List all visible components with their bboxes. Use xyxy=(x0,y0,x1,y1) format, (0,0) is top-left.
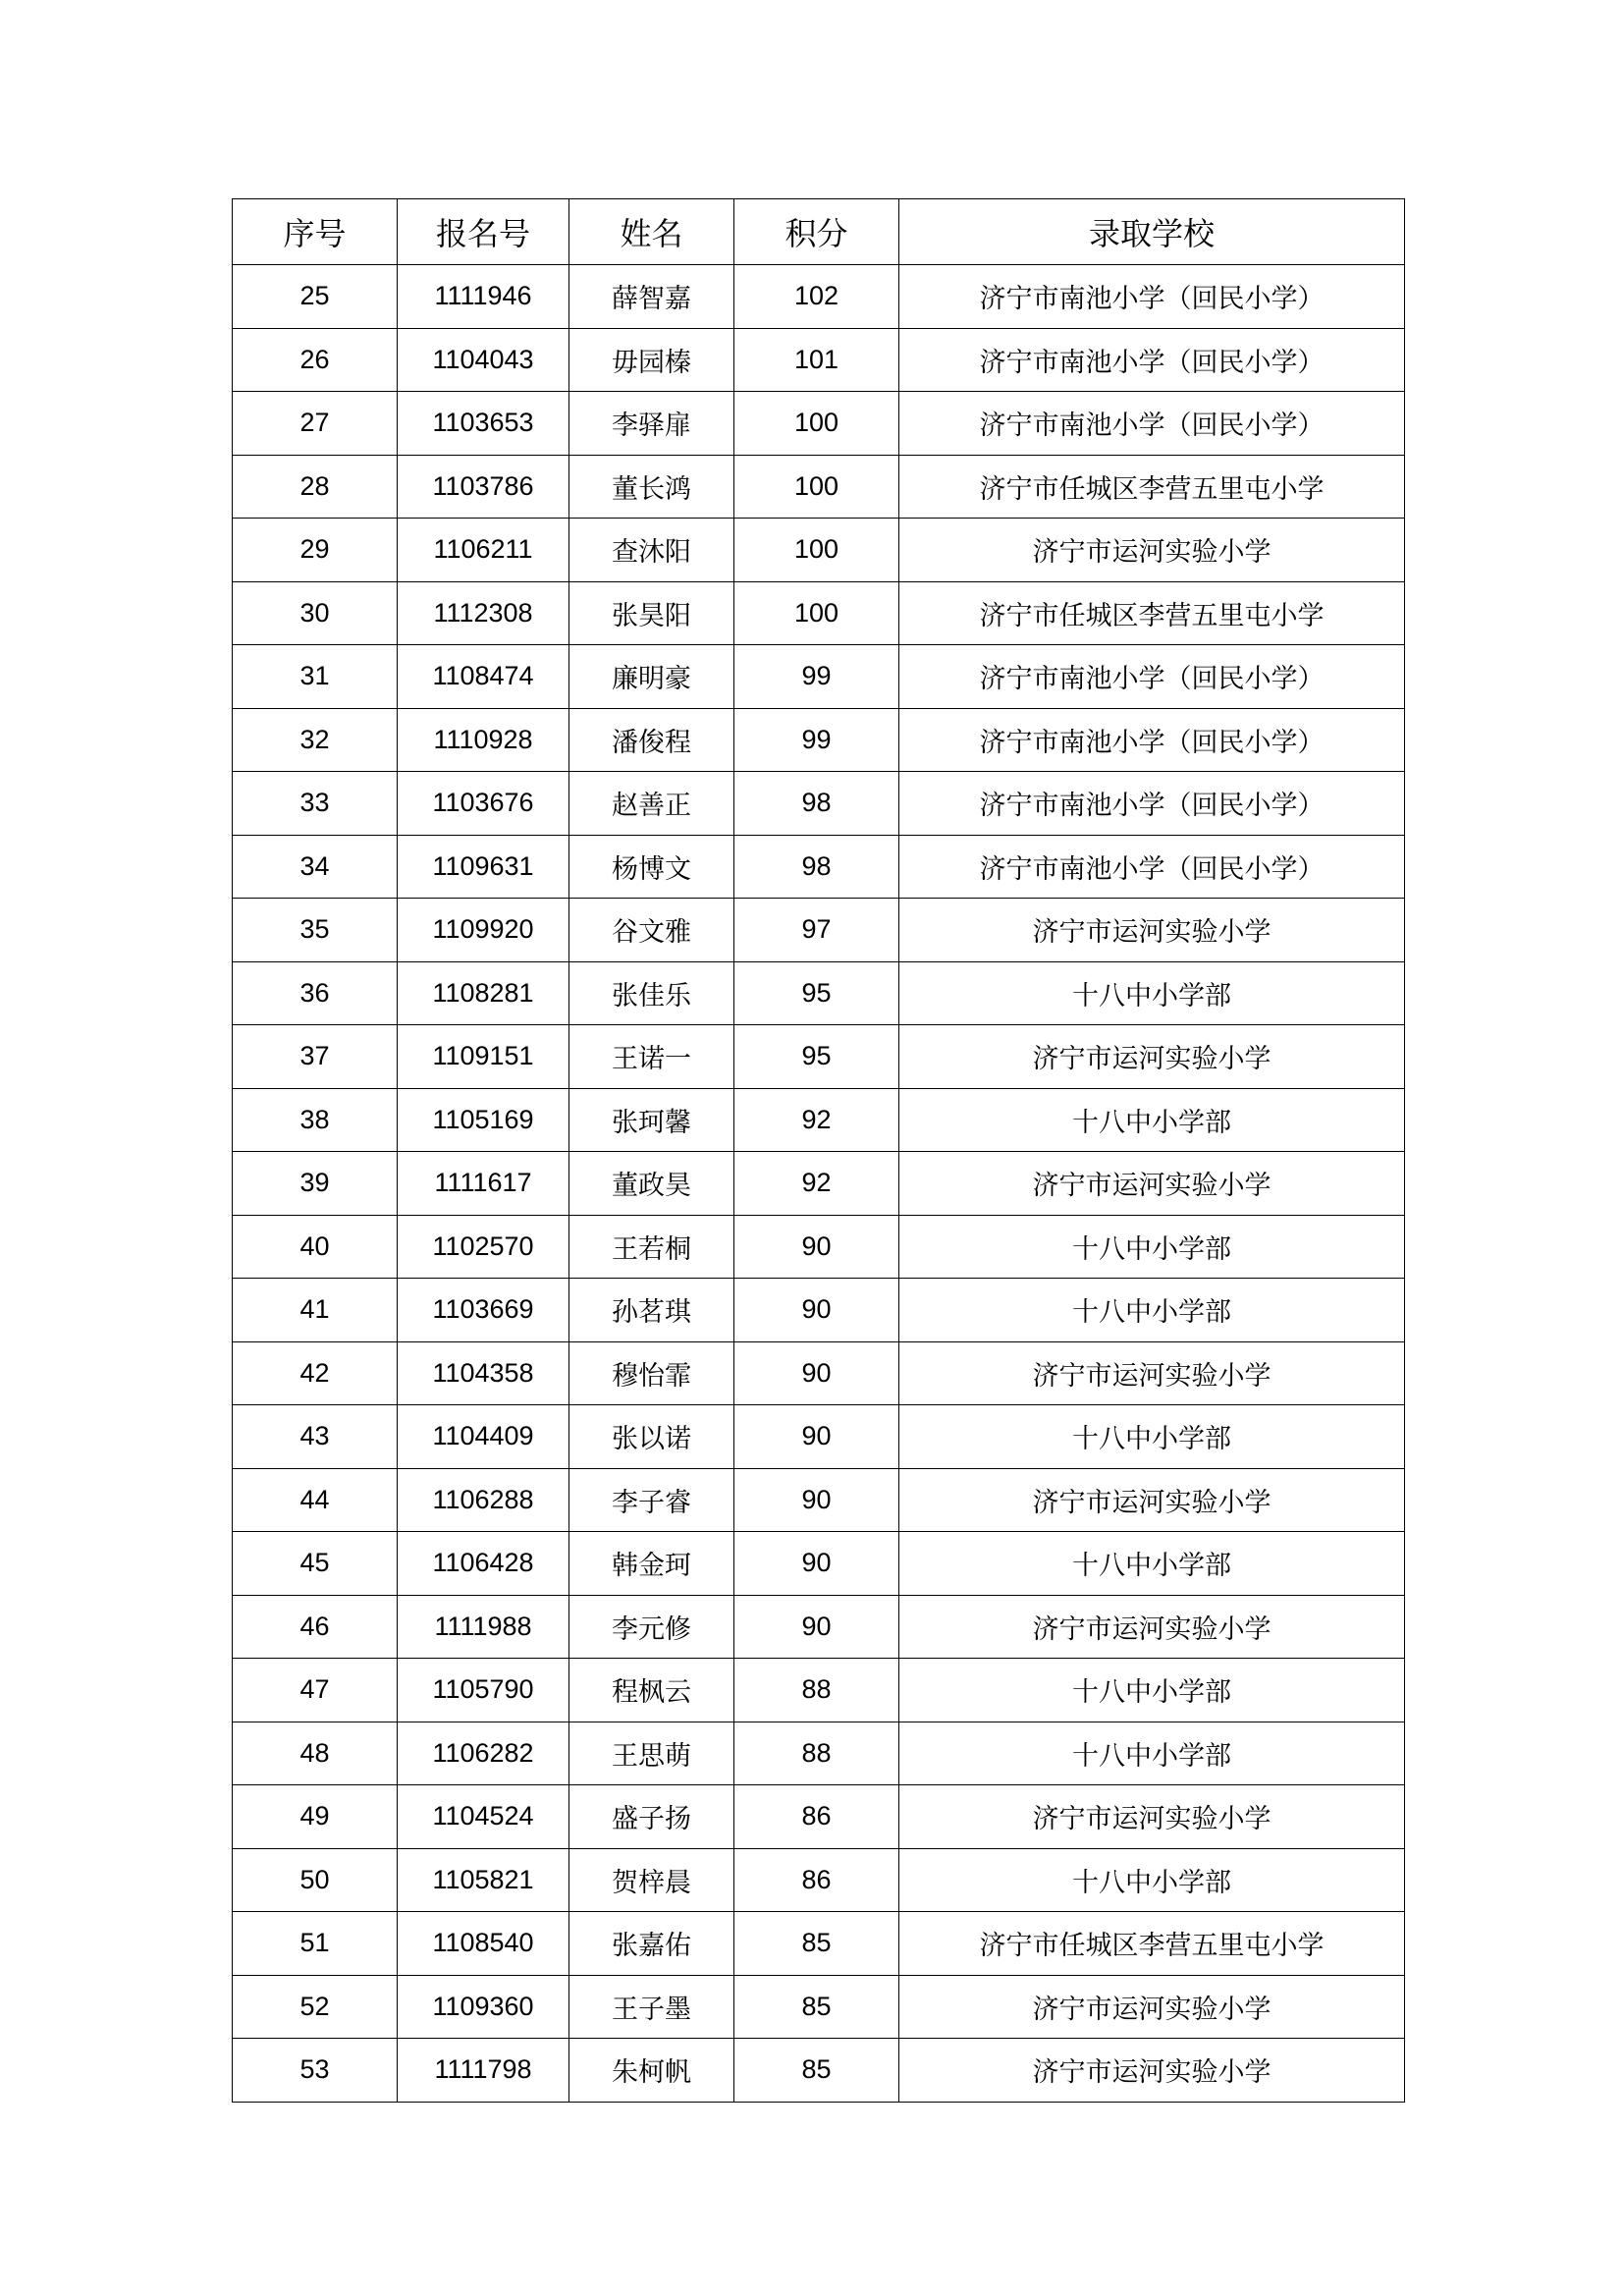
cell-registration-number: 1104043 xyxy=(398,328,569,392)
cell-score: 90 xyxy=(734,1468,899,1532)
cell-registration-number: 1104358 xyxy=(398,1341,569,1405)
cell-seq: 43 xyxy=(233,1405,398,1469)
cell-registration-number: 1105821 xyxy=(398,1848,569,1912)
cell-admitted-school: 十八中小学部 xyxy=(899,1848,1405,1912)
cell-seq: 30 xyxy=(233,581,398,645)
cell-registration-number: 1109360 xyxy=(398,1975,569,2039)
cell-registration-number: 1103786 xyxy=(398,455,569,519)
cell-registration-number: 1108281 xyxy=(398,961,569,1025)
cell-admitted-school: 济宁市南池小学（回民小学） xyxy=(899,392,1405,456)
cell-seq: 40 xyxy=(233,1215,398,1279)
cell-registration-number: 1109631 xyxy=(398,835,569,899)
cell-admitted-school: 十八中小学部 xyxy=(899,961,1405,1025)
cell-admitted-school: 十八中小学部 xyxy=(899,1088,1405,1152)
cell-registration-number: 1111617 xyxy=(398,1152,569,1216)
cell-admitted-school: 济宁市运河实验小学 xyxy=(899,1785,1405,1849)
cell-name: 王若桐 xyxy=(569,1215,734,1279)
cell-seq: 47 xyxy=(233,1659,398,1722)
cell-name: 韩金珂 xyxy=(569,1532,734,1596)
cell-name: 张珂馨 xyxy=(569,1088,734,1152)
cell-seq: 46 xyxy=(233,1595,398,1659)
cell-name: 杨博文 xyxy=(569,835,734,899)
cell-name: 毋园榛 xyxy=(569,328,734,392)
cell-seq: 51 xyxy=(233,1912,398,1976)
cell-seq: 49 xyxy=(233,1785,398,1849)
cell-seq: 32 xyxy=(233,708,398,772)
cell-registration-number: 1108474 xyxy=(398,645,569,709)
cell-name: 王诺一 xyxy=(569,1025,734,1089)
cell-name: 程枫云 xyxy=(569,1659,734,1722)
cell-admitted-school: 济宁市运河实验小学 xyxy=(899,1341,1405,1405)
header-name: 姓名 xyxy=(569,199,734,265)
table-row xyxy=(233,1405,1405,1469)
cell-seq: 50 xyxy=(233,1848,398,1912)
cell-seq: 36 xyxy=(233,961,398,1025)
cell-score: 97 xyxy=(734,899,899,962)
table-row xyxy=(233,1975,1405,2039)
cell-name: 李驿扉 xyxy=(569,392,734,456)
cell-registration-number: 1103676 xyxy=(398,772,569,836)
cell-admitted-school: 十八中小学部 xyxy=(899,1405,1405,1469)
header-row xyxy=(233,199,1405,265)
cell-admitted-school: 十八中小学部 xyxy=(899,1279,1405,1342)
table-row xyxy=(233,645,1405,709)
cell-score: 92 xyxy=(734,1088,899,1152)
table-row xyxy=(233,772,1405,836)
cell-score: 90 xyxy=(734,1595,899,1659)
table-body xyxy=(233,265,1405,2103)
cell-score: 99 xyxy=(734,708,899,772)
cell-name: 李子睿 xyxy=(569,1468,734,1532)
cell-name: 贺梓晨 xyxy=(569,1848,734,1912)
cell-score: 100 xyxy=(734,455,899,519)
cell-seq: 48 xyxy=(233,1722,398,1785)
cell-registration-number: 1109151 xyxy=(398,1025,569,1089)
cell-seq: 37 xyxy=(233,1025,398,1089)
table-row xyxy=(233,1912,1405,1976)
cell-score: 98 xyxy=(734,835,899,899)
cell-admitted-school: 济宁市南池小学（回民小学） xyxy=(899,708,1405,772)
cell-registration-number: 1106428 xyxy=(398,1532,569,1596)
cell-score: 102 xyxy=(734,265,899,329)
table-row xyxy=(233,1468,1405,1532)
table-row xyxy=(233,519,1405,582)
cell-seq: 31 xyxy=(233,645,398,709)
table-row xyxy=(233,581,1405,645)
cell-score: 100 xyxy=(734,392,899,456)
header-admitted-school: 录取学校 xyxy=(899,199,1405,265)
cell-score: 101 xyxy=(734,328,899,392)
cell-admitted-school: 十八中小学部 xyxy=(899,1532,1405,1596)
cell-admitted-school: 济宁市运河实验小学 xyxy=(899,1595,1405,1659)
cell-registration-number: 1106211 xyxy=(398,519,569,582)
cell-registration-number: 1104409 xyxy=(398,1405,569,1469)
table-row xyxy=(233,1595,1405,1659)
cell-seq: 25 xyxy=(233,265,398,329)
table-row xyxy=(233,392,1405,456)
cell-registration-number: 1104524 xyxy=(398,1785,569,1849)
table-row xyxy=(233,835,1405,899)
cell-score: 95 xyxy=(734,1025,899,1089)
cell-seq: 26 xyxy=(233,328,398,392)
cell-seq: 38 xyxy=(233,1088,398,1152)
table-row xyxy=(233,1722,1405,1785)
table-row xyxy=(233,2039,1405,2103)
header-score: 积分 xyxy=(734,199,899,265)
cell-seq: 27 xyxy=(233,392,398,456)
table-row xyxy=(233,1215,1405,1279)
cell-seq: 53 xyxy=(233,2039,398,2103)
cell-registration-number: 1103669 xyxy=(398,1279,569,1342)
cell-registration-number: 1102570 xyxy=(398,1215,569,1279)
cell-name: 穆怡霏 xyxy=(569,1341,734,1405)
table-row xyxy=(233,1152,1405,1216)
header-registration-number: 报名号 xyxy=(398,199,569,265)
cell-name: 谷文雅 xyxy=(569,899,734,962)
table-row xyxy=(233,961,1405,1025)
cell-admitted-school: 济宁市南池小学（回民小学） xyxy=(899,835,1405,899)
cell-seq: 39 xyxy=(233,1152,398,1216)
table-row xyxy=(233,708,1405,772)
cell-score: 95 xyxy=(734,961,899,1025)
cell-registration-number: 1110928 xyxy=(398,708,569,772)
table-row xyxy=(233,1532,1405,1596)
table-row xyxy=(233,1088,1405,1152)
table-row xyxy=(233,899,1405,962)
cell-name: 张佳乐 xyxy=(569,961,734,1025)
cell-admitted-school: 济宁市任城区李营五里屯小学 xyxy=(899,1912,1405,1976)
cell-seq: 28 xyxy=(233,455,398,519)
cell-name: 孙茗琪 xyxy=(569,1279,734,1342)
cell-name: 朱柯帆 xyxy=(569,2039,734,2103)
cell-admitted-school: 济宁市运河实验小学 xyxy=(899,1468,1405,1532)
table-row xyxy=(233,1279,1405,1342)
cell-name: 赵善正 xyxy=(569,772,734,836)
cell-registration-number: 1112308 xyxy=(398,581,569,645)
table-row xyxy=(233,1341,1405,1405)
cell-seq: 52 xyxy=(233,1975,398,2039)
table-row xyxy=(233,1848,1405,1912)
cell-registration-number: 1109920 xyxy=(398,899,569,962)
admission-table xyxy=(232,198,1405,2103)
cell-registration-number: 1111946 xyxy=(398,265,569,329)
cell-admitted-school: 济宁市运河实验小学 xyxy=(899,1025,1405,1089)
cell-seq: 41 xyxy=(233,1279,398,1342)
cell-admitted-school: 济宁市南池小学（回民小学） xyxy=(899,645,1405,709)
table-row xyxy=(233,1785,1405,1849)
cell-admitted-school: 济宁市运河实验小学 xyxy=(899,1975,1405,2039)
header-seq: 序号 xyxy=(233,199,398,265)
cell-score: 90 xyxy=(734,1341,899,1405)
cell-score: 98 xyxy=(734,772,899,836)
table-header xyxy=(233,199,1405,265)
cell-name: 张嘉佑 xyxy=(569,1912,734,1976)
cell-admitted-school: 济宁市任城区李营五里屯小学 xyxy=(899,581,1405,645)
cell-score: 86 xyxy=(734,1848,899,1912)
cell-admitted-school: 济宁市南池小学（回民小学） xyxy=(899,328,1405,392)
cell-name: 王思萌 xyxy=(569,1722,734,1785)
table-row xyxy=(233,1025,1405,1089)
cell-name: 张昊阳 xyxy=(569,581,734,645)
cell-seq: 35 xyxy=(233,899,398,962)
cell-registration-number: 1106288 xyxy=(398,1468,569,1532)
cell-admitted-school: 十八中小学部 xyxy=(899,1215,1405,1279)
cell-name: 张以诺 xyxy=(569,1405,734,1469)
cell-admitted-school: 十八中小学部 xyxy=(899,1722,1405,1785)
cell-registration-number: 1111988 xyxy=(398,1595,569,1659)
cell-admitted-school: 济宁市运河实验小学 xyxy=(899,2039,1405,2103)
cell-seq: 29 xyxy=(233,519,398,582)
cell-seq: 45 xyxy=(233,1532,398,1596)
cell-score: 85 xyxy=(734,2039,899,2103)
cell-seq: 44 xyxy=(233,1468,398,1532)
cell-name: 潘俊程 xyxy=(569,708,734,772)
cell-score: 88 xyxy=(734,1659,899,1722)
cell-name: 王子墨 xyxy=(569,1975,734,2039)
cell-score: 90 xyxy=(734,1405,899,1469)
cell-score: 90 xyxy=(734,1279,899,1342)
cell-admitted-school: 十八中小学部 xyxy=(899,1659,1405,1722)
cell-registration-number: 1105790 xyxy=(398,1659,569,1722)
cell-seq: 42 xyxy=(233,1341,398,1405)
cell-admitted-school: 济宁市运河实验小学 xyxy=(899,519,1405,582)
cell-score: 85 xyxy=(734,1912,899,1976)
cell-name: 董政昊 xyxy=(569,1152,734,1216)
table-row xyxy=(233,1659,1405,1722)
cell-score: 92 xyxy=(734,1152,899,1216)
cell-score: 88 xyxy=(734,1722,899,1785)
table-row xyxy=(233,265,1405,329)
cell-score: 100 xyxy=(734,519,899,582)
cell-score: 86 xyxy=(734,1785,899,1849)
cell-registration-number: 1108540 xyxy=(398,1912,569,1976)
cell-seq: 34 xyxy=(233,835,398,899)
cell-seq: 33 xyxy=(233,772,398,836)
cell-score: 90 xyxy=(734,1215,899,1279)
cell-admitted-school: 济宁市运河实验小学 xyxy=(899,899,1405,962)
cell-name: 廉明豪 xyxy=(569,645,734,709)
cell-name: 薛智嘉 xyxy=(569,265,734,329)
cell-score: 85 xyxy=(734,1975,899,2039)
cell-name: 查沐阳 xyxy=(569,519,734,582)
table-row xyxy=(233,328,1405,392)
cell-score: 90 xyxy=(734,1532,899,1596)
cell-name: 李元修 xyxy=(569,1595,734,1659)
cell-registration-number: 1103653 xyxy=(398,392,569,456)
cell-admitted-school: 济宁市南池小学（回民小学） xyxy=(899,772,1405,836)
cell-registration-number: 1106282 xyxy=(398,1722,569,1785)
cell-admitted-school: 济宁市运河实验小学 xyxy=(899,1152,1405,1216)
cell-registration-number: 1105169 xyxy=(398,1088,569,1152)
cell-registration-number: 1111798 xyxy=(398,2039,569,2103)
table-row xyxy=(233,455,1405,519)
cell-admitted-school: 济宁市任城区李营五里屯小学 xyxy=(899,455,1405,519)
cell-name: 董长鸿 xyxy=(569,455,734,519)
cell-name: 盛子扬 xyxy=(569,1785,734,1849)
cell-score: 99 xyxy=(734,645,899,709)
cell-admitted-school: 济宁市南池小学（回民小学） xyxy=(899,265,1405,329)
cell-score: 100 xyxy=(734,581,899,645)
